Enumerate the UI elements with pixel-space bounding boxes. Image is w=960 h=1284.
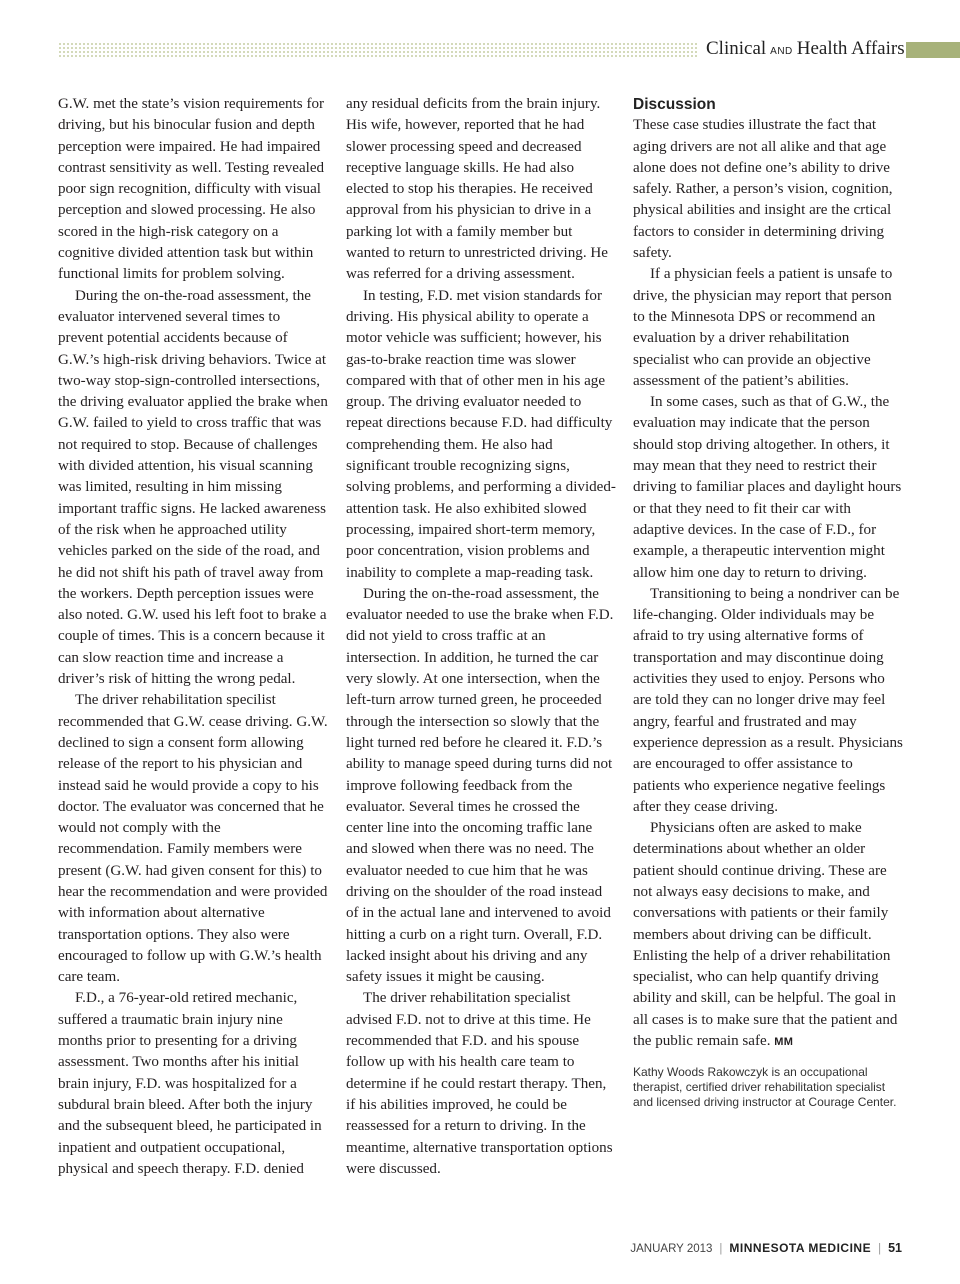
end-mark: MM [774,1036,794,1049]
header-title-and: AND [770,46,793,57]
paragraph: Transitioning to being a nondriver can be life-changing. Older individuals may be afraid to try using alternative forms of transportation and may discontinue doing activities they used to enjoy. Persons who are told they can no longer drive may feel angry, fearful and frustrated and may experience depression as a result. Physicians are encouraged to offer assistance to patients who experience negative feelings after they cease driving. [633,585,903,815]
footer-separator: | [878,1243,882,1255]
text-column-3 [633,94,903,1110]
paragraph: any residual deficits from the brain injury. His wife, however, reported that he had slower processing speed and decreased receptive language skills. He had also elected to stop his therapies. He received approval from his physician to drive in a parking lot with a family member but wanted to return to unrestricted driving. He was referred for a driving assessment. [346,96,608,283]
paragraph: In some cases, such as that of G.W., the evaluation may indicate that the person should stop driving altogether. In others, it may mean that they need to restrict their driving to familiar places and daylight hours or that they need to fit their car with adaptive devices. In the case of F.D., for example, a therapeutic intervention might allow him one day to return to driving. [633,394,902,581]
paragraph: G.W. met the state’s vision requirements for driving, but his binocular fusion and depth perception were impaired. He had impaired contrast sensitivity as well. Testing revealed poor sign recognition, difficulty with visual perception and slowed processing. He also scored in the high-risk category on a cognitive divided attention task but within functional limits for problem solving. [58,96,325,283]
page-footer [630,1241,902,1256]
final-paragraph-text: Physicians often are asked to make determinations about whether an older patient should continue driving. These are not always easy decisions to make, and conversations with patients or their family members about driving can be difficult. Enlisting the help of a driver rehabilitation specialist, who can help quantify driving ability and skill, can be helpful. The goal in all cases is to make sure that the patient and the public remain safe. [633,820,898,1050]
header-dotted-band [58,42,698,58]
header-color-block [906,42,960,58]
paragraph: During the on-the-road assessment, the evaluator intervened several times to prevent potential accidents because of G.W.’s high-risk driving behaviors. Twice at two-way stop-sign-controlled intersections, the driving evaluator applied the brake when G.W. failed to yield to cross traffic that was not required to stop. Because of challenges with divided attention, his visual scanning was limited, resulting in him missing important traffic signs. He lacked awareness of the risk when he approached utility vehicles parked on the side of the road, and he did not shift his path of travel away from the workers. Depth perception issues were also noted. G.W. used his left foot to brake a couple of times. This is a concern because it can slow reaction time and increase a driver’s risk of hitting the wrong pedal. [58,287,328,688]
paragraph: In testing, F.D. met vision standards for driving. His physical ability to operate a motor vehicle was sufficient; however, his gas-to-brake reaction time was slower compared with that of other men in his age group. The driving evaluator needed to repeat directions because F.D. had difficulty comprehending them. He also had significant trouble recognizing signs, solving problems, and performing a divided-attention task. He also exhibited slowed processing, impaired short-term memory, poor concentration, vision problems and inability to complete a map-reading task. [346,287,616,581]
header-title-part2: Health Affairs [796,38,905,59]
footer-date: JANUARY 2013 [630,1243,713,1255]
paragraph: The driver rehabilitation specilist recommended that G.W. cease driving. G.W. declined to sign a consent form allowing release of the report to his physician and instead said he would provide a copy to his doctor. The evaluator was concerned that he would not comply with the recommendation. Family members were present (G.W. had given consent for this) to hear the recommendation and were provided with information about alternative transportation options. They also were encouraged to follow up with G.W.’s health care team. [58,692,328,986]
paragraph: If a physician feels a patient is unsafe to drive, the physician may report that person to the Minnesota DPS or recommend an evaluation by a driver rehabilitation specialist who can provide an objective assessment of the patient’s abilities. [633,266,893,389]
section-header [706,36,905,62]
discussion-heading: Discussion [633,96,716,113]
page-number: 51 [888,1241,902,1255]
paragraph: During the on-the-road assessment, the evaluator needed to use the brake when F.D. did not yield to cross traffic at an intersection. In addition, he turned the car very slowly. At one intersection, when the left-turn arrow turned green, he proceeded through the intersection so slowly that the light turned red before he cleared it. F.D.’s ability to manage speed during turns did not improve following feedback from the evaluator. Several times he crossed the center line into the oncoming traffic lane and slowed when there was no need. The evaluator needed to cue him that he was driving on the shoulder of the road instead of in the actual lane and intervened to avoid hitting a curb on a right turn. Overall, F.D. lacked insight about his driving and any safety issues it might be causing. [346,585,614,986]
paragraph: F.D., a 76-year-old retired mechanic, suffered a traumatic brain injury nine months prior to presenting for a driving assessment. Two months after his initial brain injury, F.D. was hospitalized for a subdural brain bleed. After both the injury and the subsequent bleed, he participated in inpatient and outpatient occupational, physical and speech therapy. F.D. denied [58,990,322,1177]
footer-separator: | [719,1243,723,1255]
author-bio: Kathy Woods Rakowczyk is an occupational therapist, certified driver rehabilitation specialist and licensed driving instructor at Courage Center. [633,1065,897,1110]
paragraph-final [633,818,903,1053]
text-column-2 [346,94,616,1180]
text-column-1 [58,94,328,1180]
paragraph: These case studies illustrate the fact that aging drivers are not all alike and that age alone does not define one’s ability to drive safely. Rather, a person’s vision, cognition, physical abilities and insight are the crtical factors to consider in determining driving safety. [633,117,893,262]
header-title-part1: Clinical [706,38,767,59]
footer-journal: MINNESOTA MEDICINE [729,1241,872,1255]
paragraph: The driver rehabilitation specialist advised F.D. not to drive at this time. He recommended that F.D. and his spouse follow up with his health care team to determine if he could restart therapy. Then, if his abilities improved, he could be reassessed for a return to driving. In the meantime, alternative transportation options were discussed. [346,990,613,1177]
